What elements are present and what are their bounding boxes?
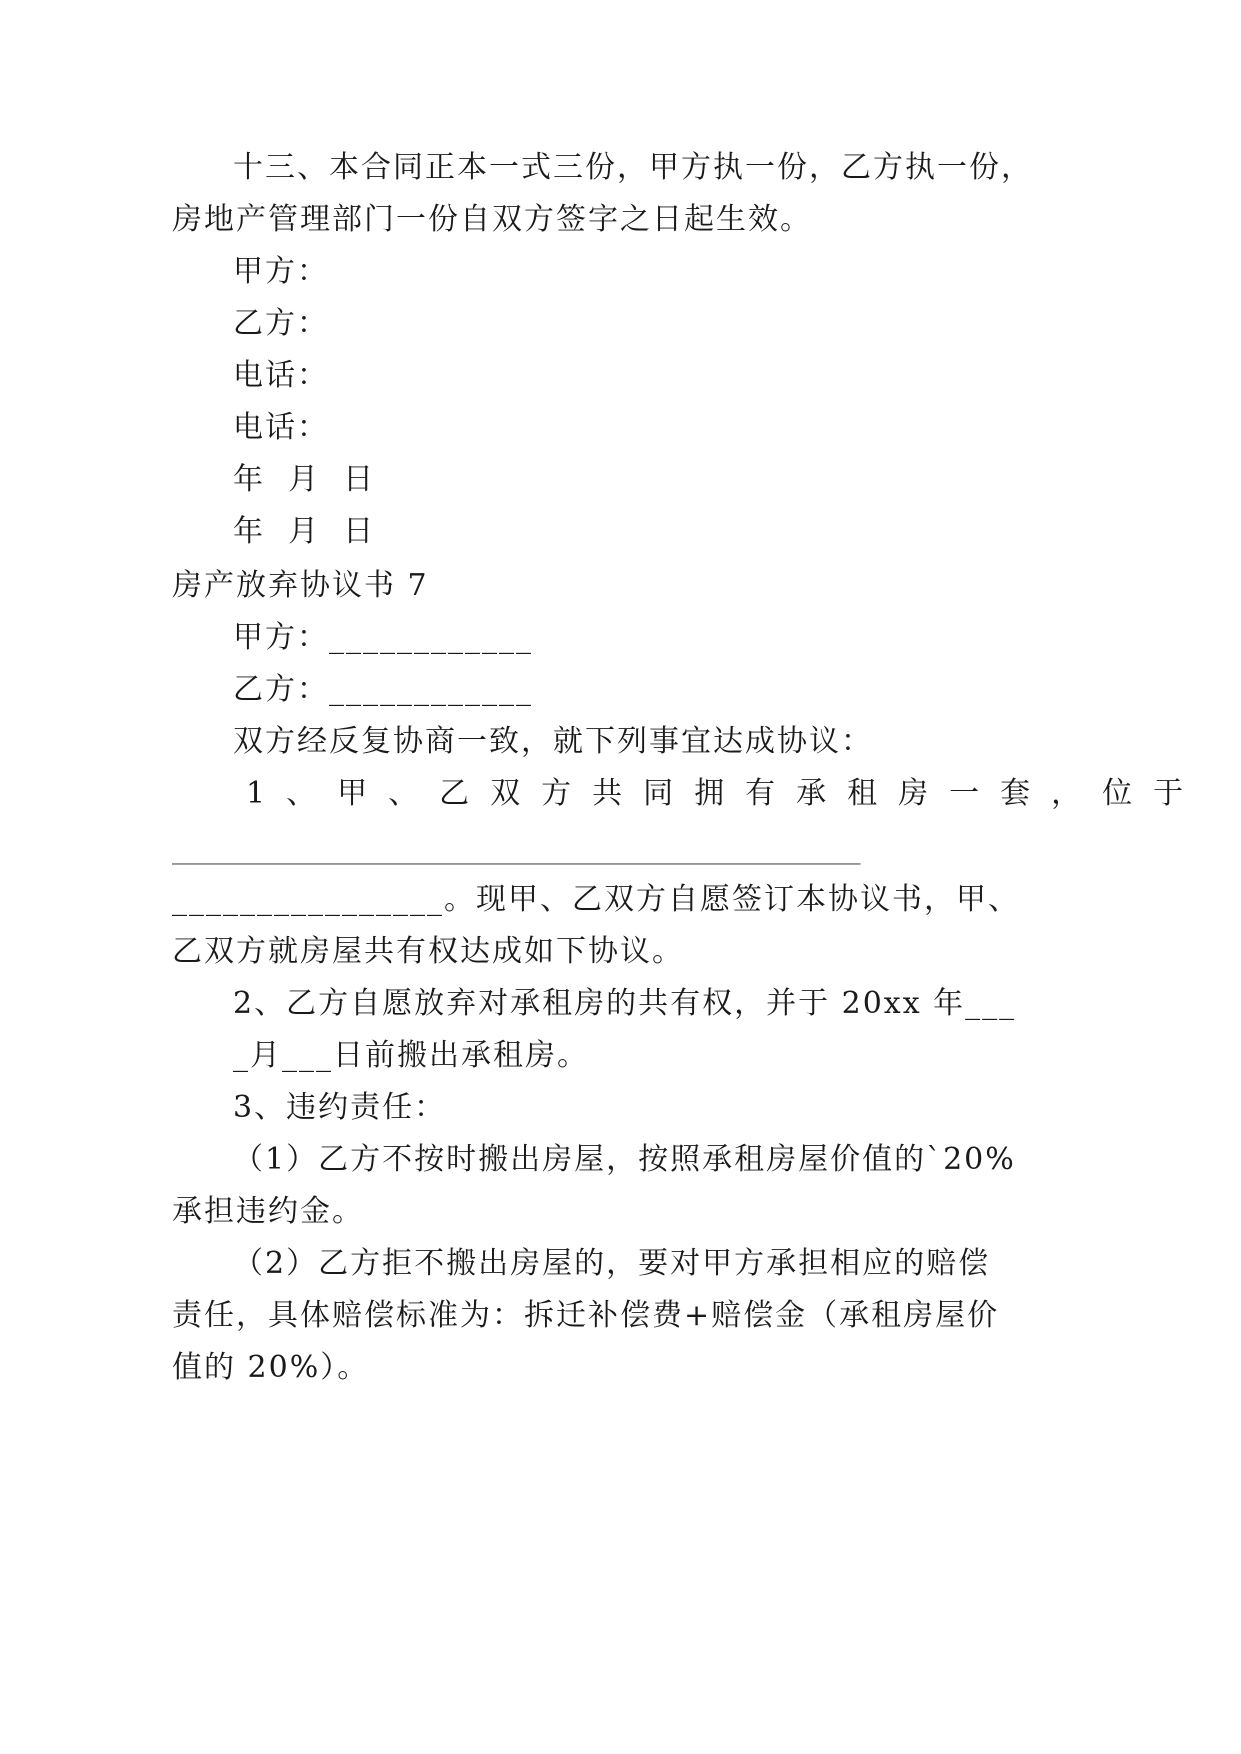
clause-3-2-line-3: 值的 20%）。	[172, 1350, 370, 1385]
clause-3-2-line-1: （2）乙方拒不搬出房屋的，要对甲方承担相应的赔偿	[233, 1246, 991, 1281]
clause-1-line-3: 乙双方就房屋共有权达成如下协议。	[172, 934, 684, 969]
clause-3-heading: 3、违约责任：	[233, 1090, 447, 1125]
address-blank-line: ___________________________________________________	[172, 834, 861, 865]
party-b-signature-label: 乙方：	[233, 306, 329, 341]
clause-1-line-1: 1、甲、乙双方共同拥有承租房一套，位于	[246, 776, 1205, 811]
clause-3-1-line-2: 承担违约金。	[172, 1194, 364, 1229]
agreement-intro: 双方经反复协商一致，就下列事宜达成协议：	[233, 724, 873, 759]
clause-1-line-2: ________________。现甲、乙双方自愿签订本协议书，甲、	[172, 882, 1020, 917]
party-b-field: 乙方：____________	[233, 672, 533, 707]
clause-2-line-2: _月___日前搬出承租房。	[233, 1038, 589, 1073]
party-a-signature-label: 甲方：	[233, 254, 329, 289]
clause-13-line-1: 十三、本合同正本一式三份，甲方执一份，乙方执一份，	[233, 150, 1033, 185]
party-a-field: 甲方：____________	[233, 620, 533, 655]
clause-13-line-2: 房地产管理部门一份自双方签字之日起生效。	[172, 202, 812, 237]
clause-3-2-line-2: 责任，具体赔偿标准为：拆迁补偿费+赔偿金（承租房屋价	[172, 1298, 1000, 1333]
agreement-title: 房产放弃协议书 7	[172, 568, 429, 603]
clause-2-line-1: 2、乙方自愿放弃对承租房的共有权，并于 20xx 年___	[233, 986, 1017, 1021]
phone-label-1: 电话：	[233, 358, 329, 393]
date-line-2: 年 月 日	[233, 514, 376, 549]
date-line-1: 年 月 日	[233, 462, 376, 497]
phone-label-2: 电话：	[233, 410, 329, 445]
clause-3-1-line-1: （1）乙方不按时搬出房屋，按照承租房屋价值的`20%	[233, 1142, 1016, 1177]
